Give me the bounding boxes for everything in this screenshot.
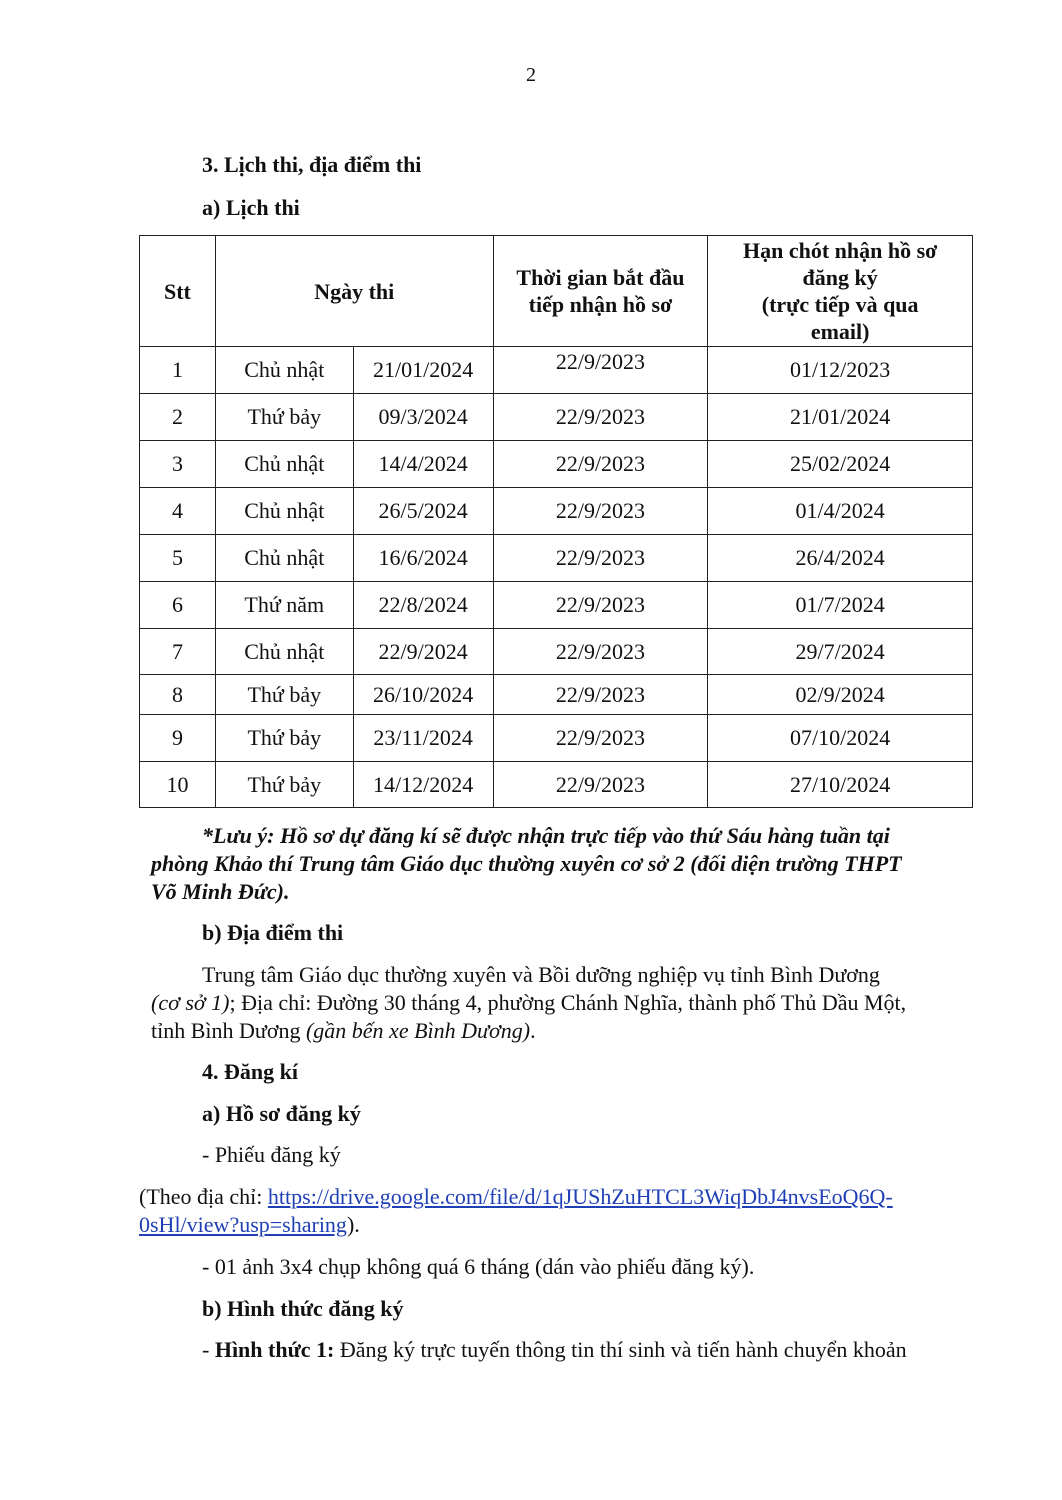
cell-stt: 1 (140, 347, 216, 394)
table-row (140, 582, 973, 629)
cell-start: 22/9/2023 (493, 535, 708, 582)
cell-start: 22/9/2023 (493, 394, 708, 441)
location-line-3 (151, 1018, 536, 1044)
cell-start: 22/9/2023 (493, 488, 708, 535)
cell-date: 22/9/2024 (353, 629, 493, 675)
cell-date: 26/10/2024 (353, 675, 493, 715)
cell-start: 22/9/2023 (493, 347, 708, 394)
location-line-2 (151, 990, 906, 1016)
cell-stt: 6 (140, 582, 216, 629)
cell-deadline: 25/02/2024 (708, 441, 973, 488)
cell-start: 22/9/2023 (493, 629, 708, 675)
header-deadline (708, 236, 973, 347)
cell-stt: 8 (140, 675, 216, 715)
exam-schedule-table (139, 235, 973, 808)
item-photo: - 01 ảnh 3x4 chụp không quá 6 tháng (dán vào phiếu đăng ký). (202, 1254, 755, 1279)
cell-deadline: 07/10/2024 (708, 715, 973, 762)
cell-deadline: 01/4/2024 (708, 488, 973, 535)
campus-label: (cơ sở 1) (151, 990, 230, 1015)
cell-deadline: 29/7/2024 (708, 629, 973, 675)
schedule-subheading: a) Lịch thi (202, 195, 300, 220)
landmark-note: (gần bến xe Bình Dương) (305, 1018, 531, 1043)
cell-date: 16/6/2024 (353, 535, 493, 582)
address-suffix: ). (346, 1212, 360, 1237)
item-registration-form: - Phiếu đăng ký (202, 1142, 341, 1167)
province-text: tỉnh Bình Dương (151, 1018, 306, 1043)
note-line-1: *Lưu ý: Hồ sơ dự đăng kí sẽ được nhận trực tiếp vào thứ Sáu hàng tuần tại (202, 823, 890, 848)
table-row (140, 488, 973, 535)
cell-stt: 2 (140, 394, 216, 441)
address-text: ; Địa chỉ: Đường 30 tháng 4, phường Chánh Nghĩa, thành phố Thủ Dầu Một, (229, 990, 907, 1015)
cell-deadline: 27/10/2024 (708, 762, 973, 808)
table-row (140, 441, 973, 488)
cell-deadline: 26/4/2024 (708, 535, 973, 582)
cell-stt: 3 (140, 441, 216, 488)
cell-deadline: 21/01/2024 (708, 394, 973, 441)
cell-date: 22/8/2024 (353, 582, 493, 629)
method-1-dash: - (202, 1337, 215, 1362)
table-row (140, 715, 973, 762)
table-row (140, 762, 973, 808)
header-deadline-line1: Hạn chót nhận hồ sơ (742, 238, 938, 263)
cell-stt: 4 (140, 488, 216, 535)
header-exam-date: Ngày thi (215, 236, 493, 347)
table-row (140, 394, 973, 441)
cell-stt: 9 (140, 715, 216, 762)
location-period: . (530, 1018, 536, 1043)
cell-start: 22/9/2023 (493, 441, 708, 488)
page-number: 2 (526, 64, 536, 86)
registration-method-subheading: b) Hình thức đăng ký (202, 1296, 404, 1321)
cell-day: Thứ bảy (215, 675, 353, 715)
cell-start: 22/9/2023 (493, 762, 708, 808)
table-row (140, 629, 973, 675)
cell-day: Chủ nhật (215, 488, 353, 535)
cell-start: 22/9/2023 (493, 715, 708, 762)
cell-day: Chủ nhật (215, 347, 353, 394)
cell-day: Chủ nhật (215, 535, 353, 582)
cell-stt: 7 (140, 629, 216, 675)
cell-start: 22/9/2023 (493, 675, 708, 715)
cell-day: Thứ năm (215, 582, 353, 629)
header-deadline-line3: (trực tiếp và qua (761, 292, 919, 317)
documents-subheading: a) Hồ sơ đăng ký (202, 1101, 361, 1126)
cell-deadline: 02/9/2024 (708, 675, 973, 715)
header-deadline-line2: đăng ký (802, 265, 878, 290)
cell-deadline: 01/7/2024 (708, 582, 973, 629)
location-subheading: b) Địa điểm thi (202, 920, 344, 945)
method-1-label: Hình thức 1: (214, 1337, 335, 1362)
method-1-text: Đăng ký trực tuyến thông tin thí sinh và tiến hành chuyển khoản (334, 1337, 907, 1362)
header-deadline-line4: email) (810, 319, 870, 344)
cell-date: 14/12/2024 (353, 762, 493, 808)
cell-date: 23/11/2024 (353, 715, 493, 762)
form-download-link[interactable]: https://drive.google.com/file/d/1qJUShZuHTCL3WiqDbJ4nvsEoQ6Q- (267, 1184, 893, 1209)
cell-date: 09/3/2024 (353, 394, 493, 441)
cell-start: 22/9/2023 (493, 582, 708, 629)
section4-heading: 4. Đăng kí (202, 1059, 298, 1084)
form-address-line-2 (139, 1212, 360, 1238)
table-header-row (140, 236, 973, 347)
header-stt: Stt (140, 236, 216, 347)
cell-date: 21/01/2024 (353, 347, 493, 394)
note-line-2: phòng Khảo thí Trung tâm Giáo dục thường xuyên cơ sở 2 (đối diện trường THPT (151, 851, 902, 876)
header-start-line2: tiếp nhận hồ sơ (528, 292, 673, 317)
header-start-receiving (493, 236, 708, 347)
cell-day: Chủ nhật (215, 441, 353, 488)
cell-date: 26/5/2024 (353, 488, 493, 535)
cell-stt: 10 (140, 762, 216, 808)
address-prefix: (Theo địa chỉ: (139, 1184, 268, 1209)
cell-deadline: 01/12/2023 (708, 347, 973, 394)
cell-day: Thứ bảy (215, 394, 353, 441)
section3-heading: 3. Lịch thi, địa điểm thi (202, 152, 422, 177)
header-start-line1: Thời gian bắt đầu (516, 265, 685, 290)
cell-date: 14/4/2024 (353, 441, 493, 488)
note-line-3: Võ Minh Đức). (151, 879, 290, 904)
table-row (140, 347, 973, 394)
cell-stt: 5 (140, 535, 216, 582)
form-download-link-cont[interactable]: 0sHl/view?usp=sharing (139, 1212, 347, 1237)
method-1-line (202, 1337, 907, 1363)
cell-day: Thứ bảy (215, 762, 353, 808)
cell-day: Thứ bảy (215, 715, 353, 762)
form-address-line-1 (139, 1184, 893, 1210)
table-row (140, 675, 973, 715)
cell-day: Chủ nhật (215, 629, 353, 675)
location-line-1: Trung tâm Giáo dục thường xuyên và Bồi dưỡng nghiệp vụ tỉnh Bình Dương (202, 962, 880, 987)
table-row (140, 535, 973, 582)
